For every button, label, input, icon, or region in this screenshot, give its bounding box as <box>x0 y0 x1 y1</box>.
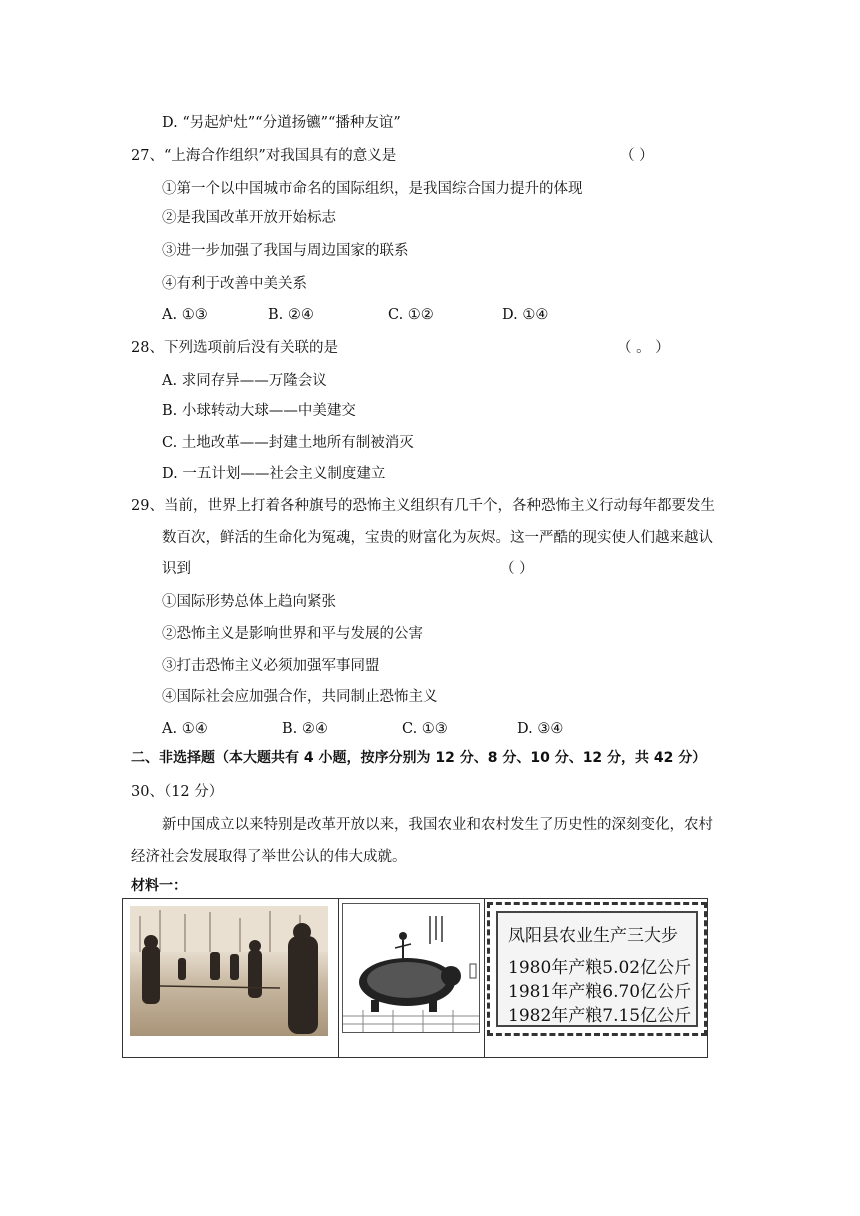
q27-option-d: D. ①④ <box>502 307 549 323</box>
q27-stem: 27、“上海合作组织”对我国具有的意义是 <box>131 148 397 164</box>
q30-intro-line-2: 经济社会发展取得了举世公认的伟大成就。 <box>131 849 407 865</box>
big-pig-cartoon <box>342 903 480 1033</box>
q27-item-4: ④有利于改善中美关系 <box>162 276 307 292</box>
q27-item-1: ①第一个以中国城市命名的国际组织，是我国综合国力提升的体现 <box>162 181 583 197</box>
q27-option-a: A. ①③ <box>162 307 208 323</box>
q29-stem-line-1: 29、当前，世界上打着各种旗号的恐怖主义组织有几千个，各种恐怖主义行动每年都要发生 <box>131 498 715 514</box>
material-1-figure-table <box>122 898 708 1058</box>
q27-item-3: ③进一步加强了我国与周边国家的联系 <box>162 243 409 259</box>
q29-stem-line-2: 数百次，鲜活的生命化为冤魂，宝贵的财富化为灰烬。这一严酷的现实使人们越来越认 <box>162 530 713 546</box>
q30-stem: 30、（12 分） <box>131 784 224 800</box>
sign-row-1982: 1982年产粮7.15亿公斤 <box>508 1006 692 1026</box>
q29-option-c: C. ①③ <box>402 721 448 737</box>
q28-option-c: C. 土地改革——封建土地所有制被消灭 <box>162 435 414 451</box>
q29-item-3: ③打击恐怖主义必须加强军事同盟 <box>162 658 380 674</box>
q29-answer-bracket: （ ） <box>500 561 534 577</box>
q29-stem-line-3: 识到 <box>162 561 191 577</box>
figure-cell-sign <box>485 899 709 1057</box>
sign-row-1981: 1981年产粮6.70亿公斤 <box>508 982 692 1002</box>
sign-row-1980: 1980年产粮5.02亿公斤 <box>508 958 692 978</box>
q27-option-c: C. ①② <box>388 307 434 323</box>
section-2-heading: 二、非选择题（本大题共有 4 小题，按序分别为 12 分、8 分、10 分、12 分，共 42 分） <box>131 750 707 766</box>
figure-cell-photo <box>123 899 339 1057</box>
q27-item-2: ②是我国改革开放开始标志 <box>162 210 336 226</box>
q30-intro-line-1: 新中国成立以来特别是改革开放以来，我国农业和农村发生了历史性的深刻变化，农村 <box>162 817 713 833</box>
q29-option-a: A. ①④ <box>162 721 208 737</box>
q28-answer-bracket: （ 。 ） <box>617 340 670 356</box>
q26-option-d: D. “另起炉灶”“分道扬镳”“播种友谊” <box>162 115 401 131</box>
q28-option-d: D. 一五计划——社会主义制度建立 <box>162 466 386 482</box>
q27-option-b: B. ②④ <box>268 307 314 323</box>
q27-answer-bracket: （ ） <box>620 148 654 164</box>
q29-option-d: D. ③④ <box>517 721 564 737</box>
q28-option-a: A. 求同存异——万隆会议 <box>162 373 327 389</box>
q29-option-b: B. ②④ <box>282 721 328 737</box>
q29-item-4: ④国际社会应加强合作，共同制止恐怖主义 <box>162 689 438 705</box>
q29-item-2: ②恐怖主义是影响世界和平与发展的公害 <box>162 626 423 642</box>
material-1-label: 材料一： <box>131 878 187 894</box>
q28-stem: 28、下列选项前后没有关联的是 <box>131 340 338 356</box>
sign-title: 凤阳县农业生产三大步 <box>508 926 678 946</box>
land-reform-photo <box>130 906 328 1036</box>
q29-item-1: ①国际形势总体上趋向紧张 <box>162 594 336 610</box>
figure-cell-cartoon <box>339 899 485 1057</box>
q28-option-b: B. 小球转动大球——中美建交 <box>162 403 356 419</box>
fengyang-grain-sign <box>487 902 707 1036</box>
